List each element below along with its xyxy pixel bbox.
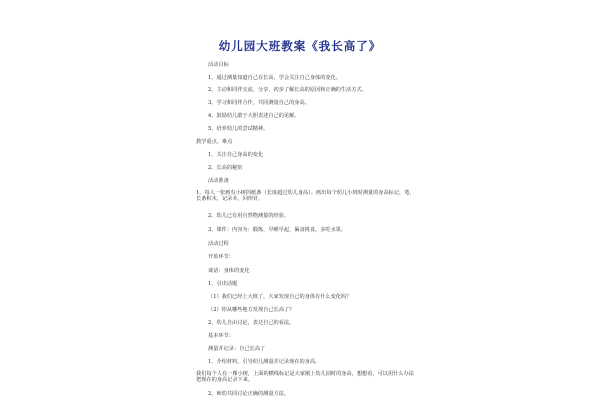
text-line: 5、培养幼儿的尝试精神。 xyxy=(208,126,269,132)
text-line: 1、通过测量知道自己在长高，学会关注自己身体的变化。 xyxy=(208,75,341,81)
text-line: 2、长高的秘密 xyxy=(208,165,243,171)
text-paragraph: 1、每人一张画有小树的纸条（长度超过幼儿身高）。画出每个幼儿小班时测量的身高标记，笔，长条积木，记录本，回形针。 xyxy=(196,190,415,202)
text-line: 1、介绍材料，引导幼儿测量并记录现在的身高。 xyxy=(208,359,321,365)
text-line: 2、主动和同伴交流、分享，初步了解长高的原因和正确的生活方式。 xyxy=(208,87,367,93)
text-line: 1、关注自己身高的变化 xyxy=(208,152,264,158)
text-line: 2、幼儿自由讨论，表达自己的看法。 xyxy=(208,320,295,326)
section-heading: 活动过程 xyxy=(208,241,229,247)
section-heading: 活动准备 xyxy=(208,178,229,184)
text-line: 2、师幼共同讨论正确的测量方法。 xyxy=(208,391,290,397)
section-heading: 教学重点、难点 xyxy=(196,139,233,145)
text-paragraph: 我们每个人有一棵小树，上面的横线标记是大家刚上幼儿园时的身高，想想看，可以用什么办法把现在的身高记录下来。 xyxy=(196,371,414,383)
page-title: 幼儿园大班教案《我长高了》 xyxy=(218,39,382,53)
text-line: 谈话：身体的变化 xyxy=(208,268,250,274)
text-line: 1、引出话题 xyxy=(208,281,238,287)
section-heading: 基本环节： xyxy=(208,333,234,339)
text-line: 活动目标 xyxy=(208,62,229,68)
text-line: 3、学习和同伴合作，共同测量自己的身高。 xyxy=(208,100,310,106)
text-line: 4、鼓励幼儿敢于大胆表述自己的见解。 xyxy=(208,113,300,119)
text-line: 开始环节： xyxy=(208,254,234,260)
text-line: 测量并记录：自己长高了 xyxy=(208,346,266,352)
text-line: （2）你从哪些地方发现自己长高了？ xyxy=(208,307,295,313)
text-line: 2、幼儿已有用自然物测量的经验。 xyxy=(208,213,290,219)
text-line: （1）我们已经上大班了，大家发现自己的身体有什么变化吗？ xyxy=(208,294,352,300)
text-line: 3、课件：内容为：锻炼，早睡早起，偏食挑食，多吃水果。 xyxy=(208,227,347,233)
